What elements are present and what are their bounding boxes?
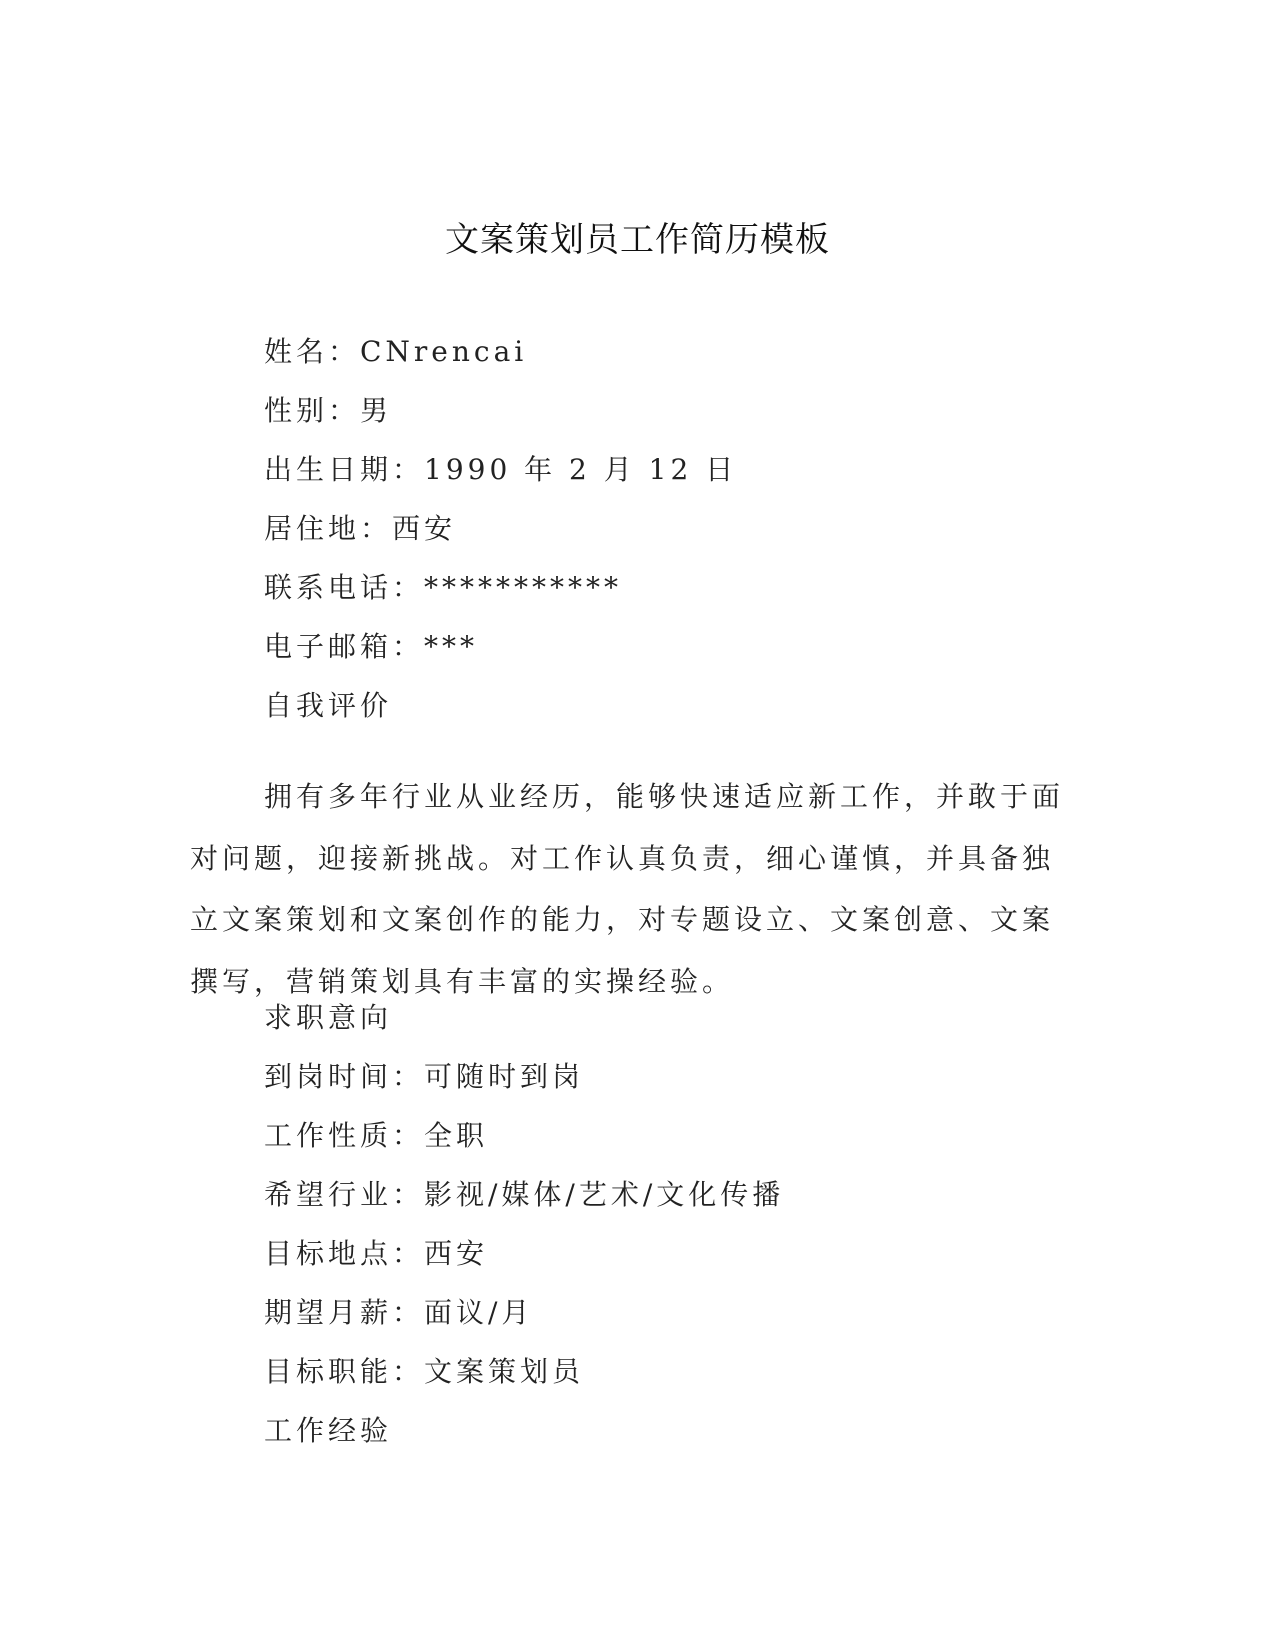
email-line: 电子邮箱：*** [264,630,479,663]
target-location-line: 目标地点：西安 [264,1237,489,1270]
job-intention-heading: 求职意向 [264,1001,393,1034]
name-line: 姓名：CNrencai [264,335,528,368]
gender-line: 性别：男 [264,394,393,427]
birthdate-line: 出生日期：1990 年 2 月 12 日 [264,453,738,486]
work-experience-heading: 工作经验 [264,1414,393,1447]
residence-line: 居住地：西安 [264,512,457,545]
self-evaluation-heading: 自我评价 [264,689,393,722]
phone-line: 联系电话：*********** [264,571,623,604]
target-function-line: 目标职能：文案策划员 [264,1355,585,1388]
document-title: 文案策划员工作简历模板 [445,220,830,260]
expected-salary-line: 期望月薪：面议/月 [264,1296,534,1329]
availability-line: 到岗时间：可随时到岗 [264,1060,585,1093]
industry-line: 希望行业：影视/媒体/艺术/文化传播 [264,1178,785,1211]
self-evaluation-text: 拥有多年行业从业经历，能够快速适应新工作，并敢于面对问题，迎接新挑战。对工作认真负责，细心谨慎，并具备独立文案策划和文案创作的能力，对专题设立、文案创意、文案撰写，营销策划具有丰富的实操经验。 [190,780,1065,998]
job-type-line: 工作性质：全职 [264,1119,489,1152]
